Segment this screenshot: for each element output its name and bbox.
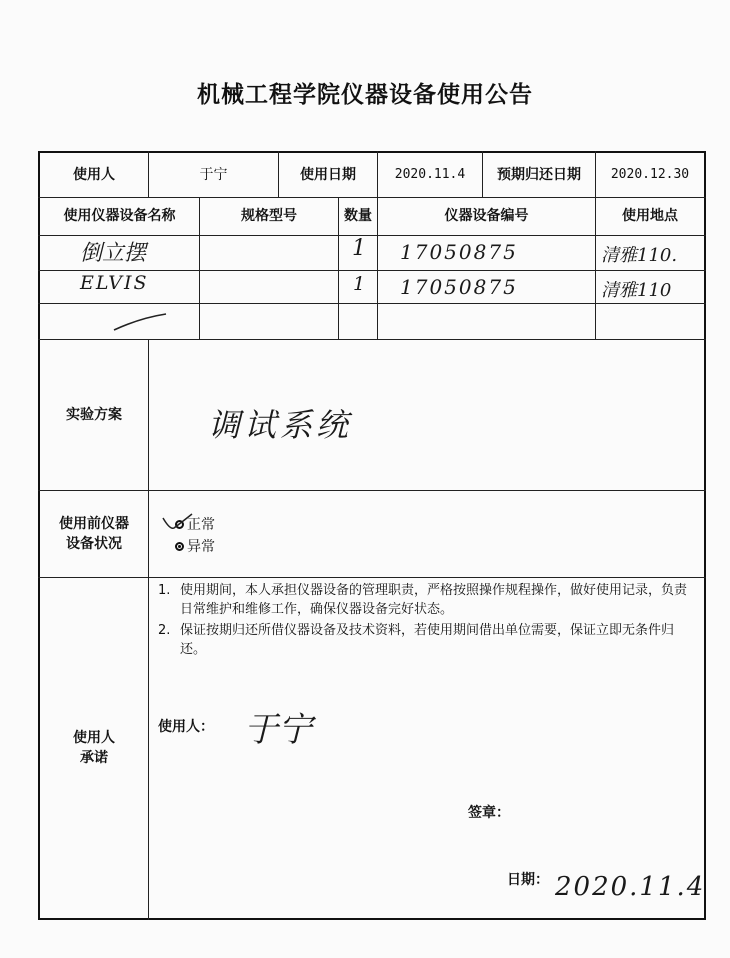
user-value: 于宁 [199, 166, 228, 183]
item-name: ELVIS [80, 272, 149, 294]
user-label: 使用人 [73, 166, 115, 183]
status-label-line1: 使用前仪器 [59, 515, 129, 532]
row-divider [38, 303, 706, 304]
header-location: 使用地点 [622, 208, 678, 225]
item-location: 清雅110 [601, 280, 672, 301]
user-signature-label: 使用人： [158, 719, 214, 735]
term-number: 2. [158, 623, 171, 638]
status-option-label: 异常 [187, 539, 215, 555]
term-text: 使用期间，本人承担仪器设备的管理职责，严格按照操作规程操作，做好使用记录，负责日常维护和维修工作，确保仪器设备完好状态。 [180, 583, 688, 617]
term-number: 1. [158, 583, 171, 598]
header-quantity: 数量 [344, 208, 372, 225]
item-name: 倒立摆 [80, 241, 147, 266]
sign-date-value: 2020.11.4 [555, 872, 706, 902]
use-date-label: 使用日期 [300, 166, 356, 183]
radio-icon [175, 542, 184, 551]
strike-mark [110, 308, 170, 334]
plan-value: 调试系统 [208, 406, 353, 444]
return-date-value: 2020.12.30 [610, 166, 690, 182]
item-code: 17050875 [400, 275, 518, 299]
plan-label: 实验方案 [66, 406, 122, 423]
item-quantity: 1 [352, 236, 366, 261]
check-mark-icon [160, 512, 194, 534]
status-option-abnormal[interactable] [175, 536, 215, 556]
status-label [40, 491, 148, 577]
commitment-label-line2: 承诺 [80, 750, 108, 766]
document-title: 机械工程学院仪器设备使用公告 [197, 82, 533, 108]
status-option-label: 正常 [187, 517, 215, 533]
seal-label: 签章： [468, 805, 510, 821]
commitment-label-line1: 使用人 [73, 729, 115, 746]
item-location: 清雅110. [601, 245, 678, 266]
header-spec: 规格型号 [241, 208, 297, 225]
return-date-label: 预期归还日期 [497, 166, 581, 183]
commitment-terms [158, 581, 698, 661]
item-quantity: 1 [353, 273, 366, 295]
use-date-value: 2020.11.4 [394, 166, 466, 182]
user-signature: 于宁 [244, 710, 312, 750]
term-item [158, 621, 698, 659]
header-equipment-code: 仪器设备编号 [444, 208, 529, 225]
item-code: 17050875 [400, 240, 518, 264]
term-text: 保证按期归还所借仪器设备及技术资料，若使用期间借出单位需要，保证立即无条件归还。 [180, 623, 675, 657]
header-equipment-name: 使用仪器设备名称 [63, 208, 176, 225]
term-item [158, 581, 698, 619]
row-divider [38, 270, 706, 271]
commitment-label [40, 578, 148, 918]
sign-date-label: 日期： [507, 872, 549, 888]
col-divider [148, 339, 149, 920]
status-label-line2: 设备状况 [66, 536, 122, 552]
